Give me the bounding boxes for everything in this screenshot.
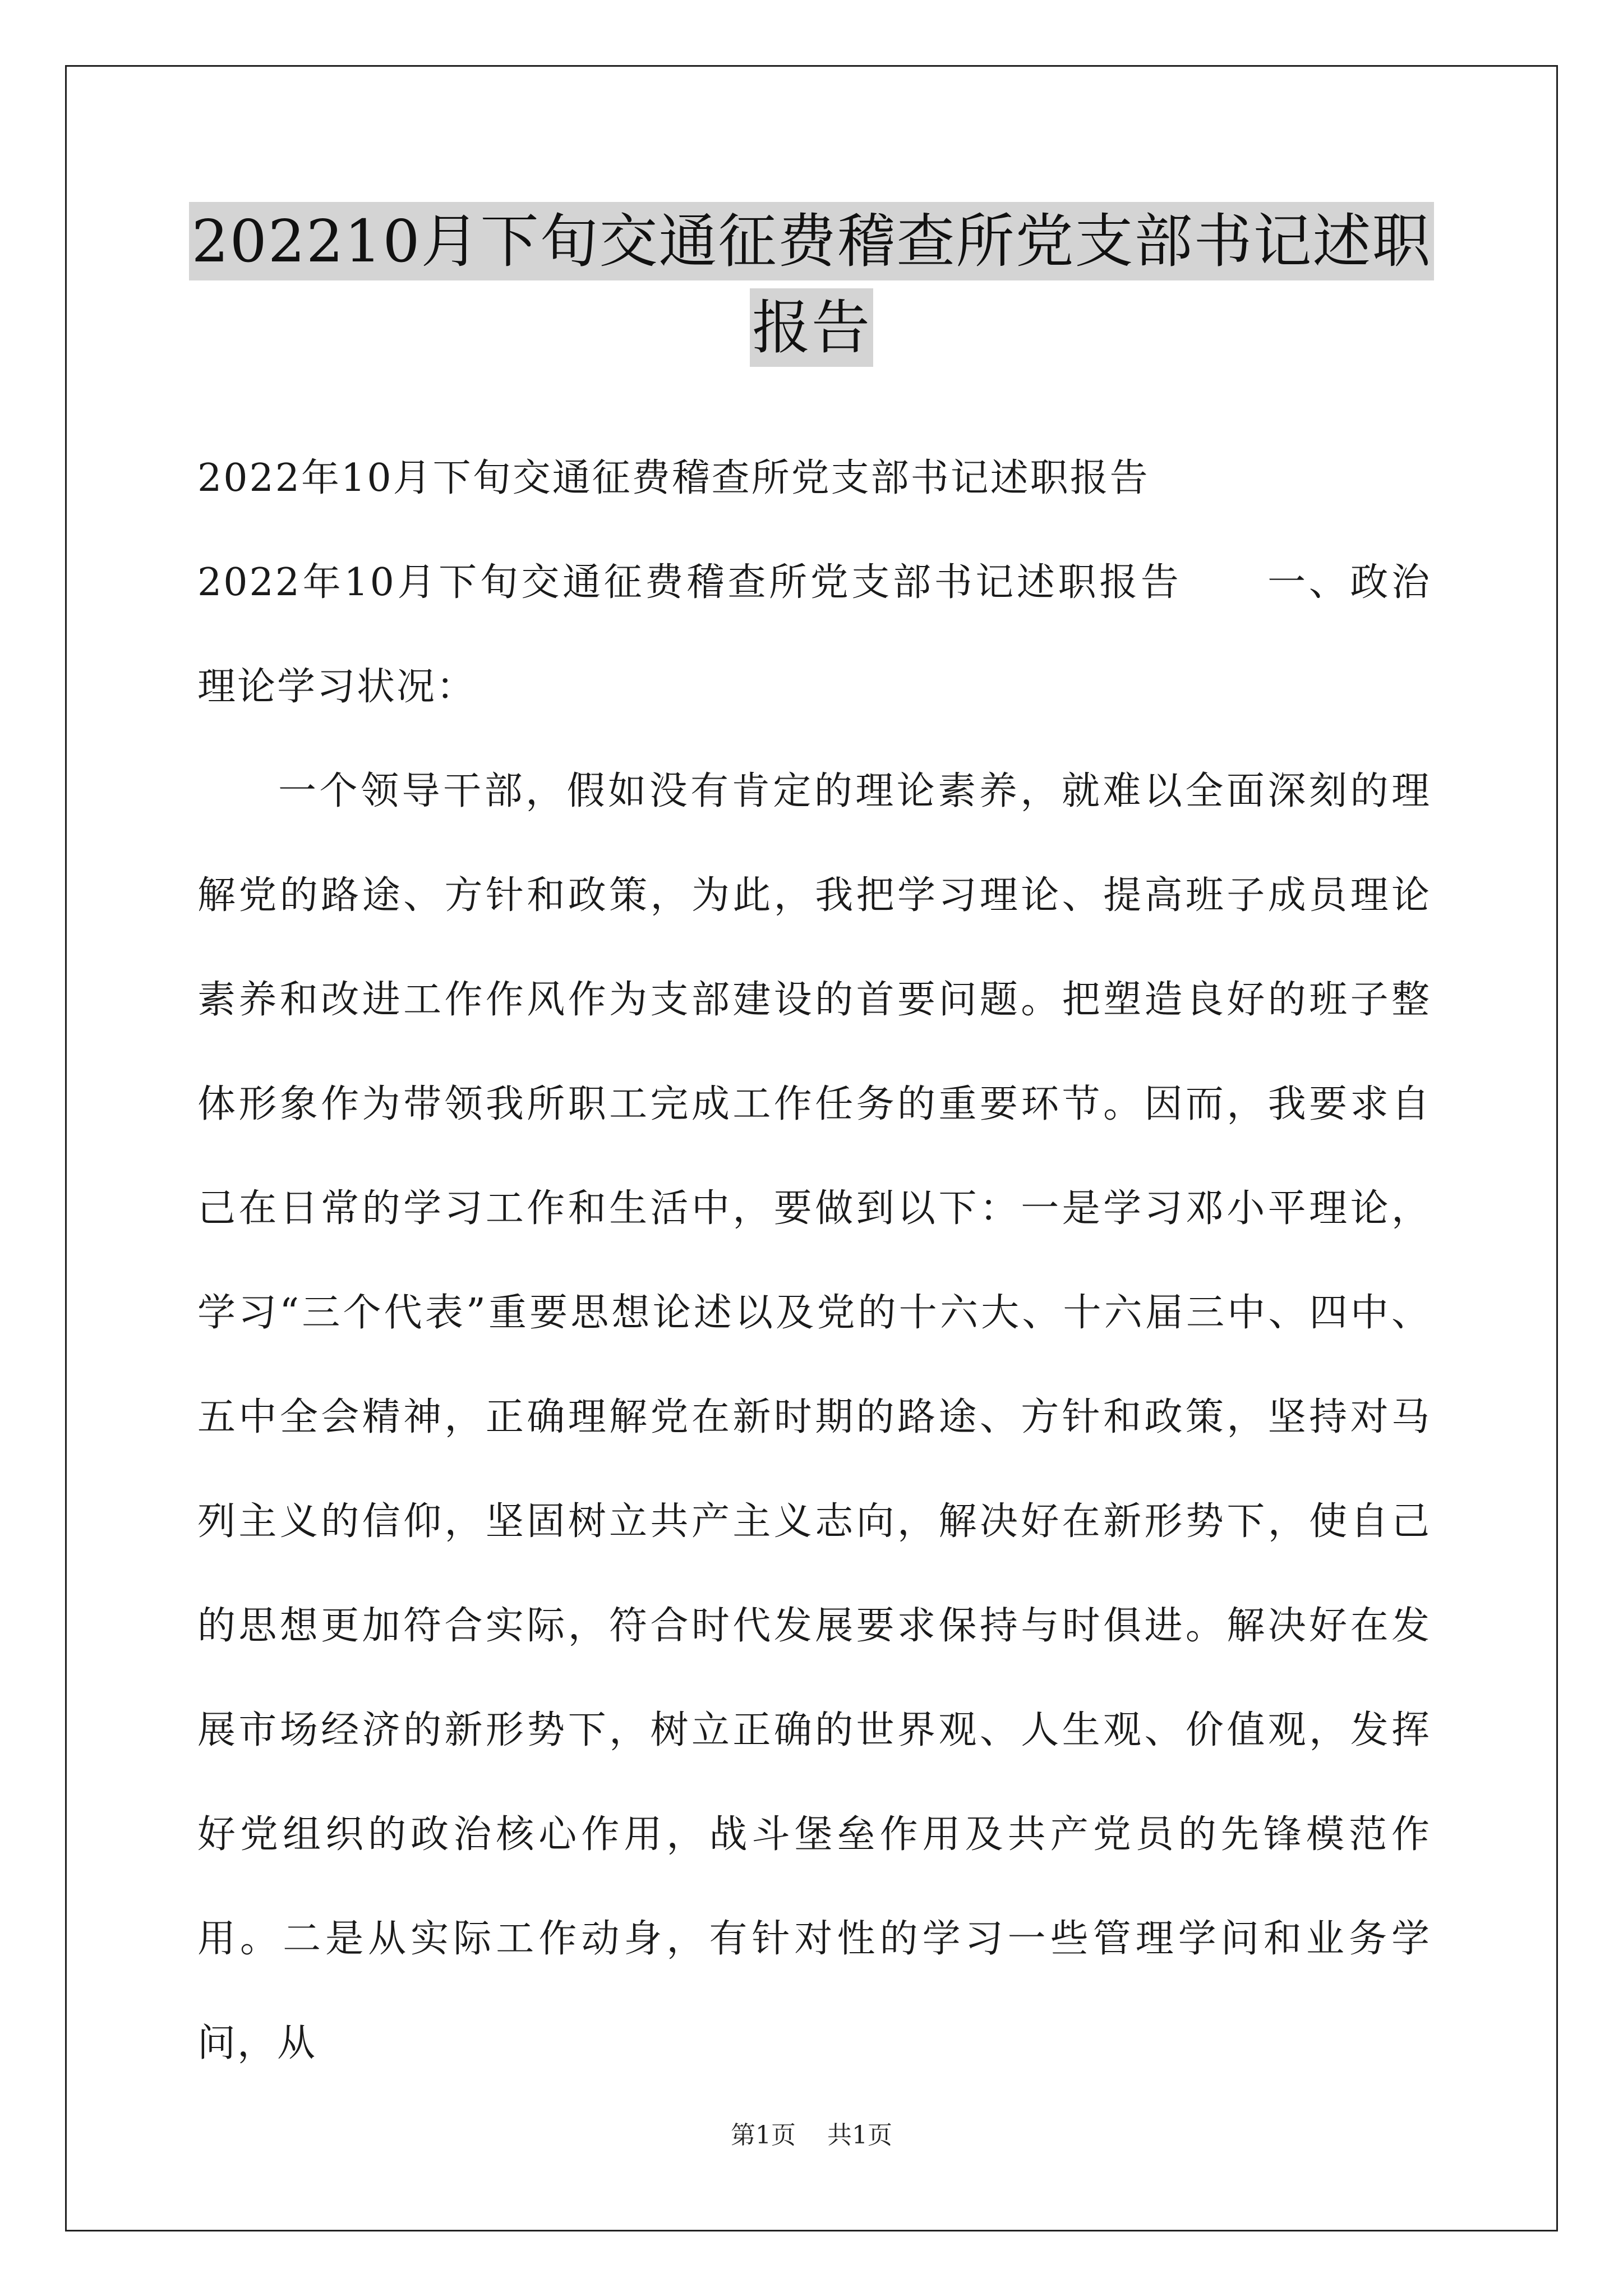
document-heading: 2022年10月下旬交通征费稽查所党支部书记述职报告 bbox=[197, 456, 1150, 500]
document-title bbox=[65, 202, 1558, 367]
title-line-2: 报告 bbox=[750, 288, 873, 367]
lead-title-text: 2022年10月下旬交通征费稽查所党支部书记述职报告 bbox=[197, 560, 1182, 605]
section-heading-text: 一、政治理论学习状况： bbox=[197, 560, 1431, 709]
title-line-1: 202210月下旬交通征费稽查所党支部书记述职 bbox=[189, 202, 1433, 280]
page-number-footer: 第1页 共1页 bbox=[731, 2121, 892, 2150]
lead-paragraph bbox=[197, 531, 1431, 739]
body-paragraph: 一个领导干部，假如没有肯定的理论素养，就难以全面深刻的理解党的路途、方针和政策，为此，我把学习理论、提高班子成员理论素养和改进工作作风作为支部建设的首要问题。把塑造良好的班子整体形象作为带领我所职工完成工作任务的重要环节。因而，我要求自己在日常的学习工作和生活中，要做到以下：一是学习邓小平理论，学习“三个代表”重要思想论述以及党的十六大、十六届三中、四中、五中全会精神，正确理解党在新时期的路途、方针和政策，坚持对马列主义的信仰，坚固树立共产主义志向，解决好在新形势下，使自己的思想更加符合实际，符合时代发展要求保持与时俱进。解决好在发展市场经济的新形势下，树立正确的世界观、人生观、价值观，发挥好党组织的政治核心作用，战斗堡垒作用及共产党员的先锋模范作用。二是从实际工作动身，有针对性的学习一些管理学问和业务学问，从 bbox=[197, 769, 1431, 2065]
